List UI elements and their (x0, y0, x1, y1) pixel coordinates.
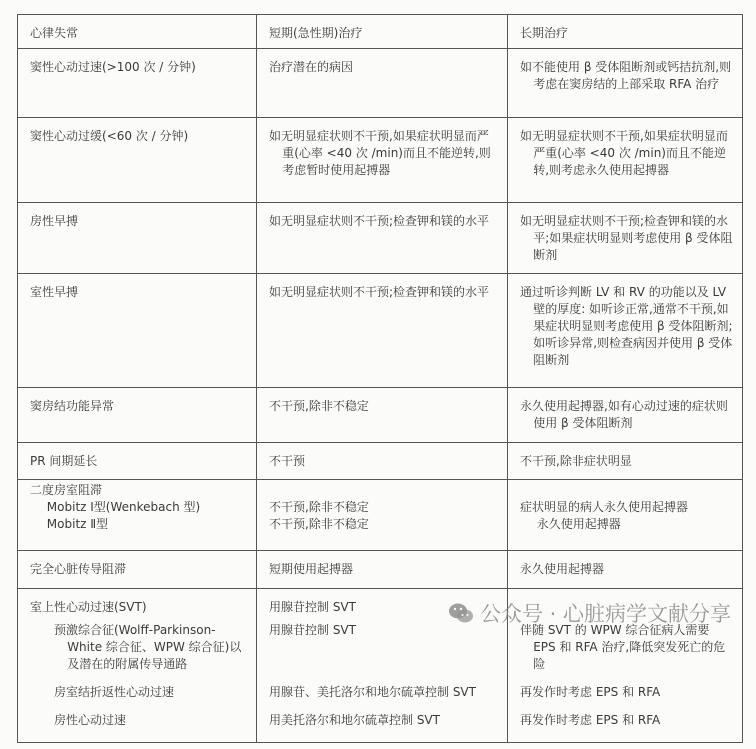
cell-text: 不干预,除非症状明显 (520, 454, 632, 468)
cell-text: 永久使用起搏器 (520, 562, 605, 576)
table-row (18, 589, 743, 620)
cell-text: 房室结折返性心动过速 (54, 684, 175, 699)
cell-text: 不干预,除非不稳定 (269, 500, 369, 514)
cell-text: 永久使用起搏器,如有心动过速的症状则使用 β 受体阻断剂 (520, 399, 728, 430)
table-subrow (18, 710, 743, 743)
cell-text: 完全心脏传导阻滞 (30, 562, 127, 576)
cell-text: 用美托洛尔和地尔硫䓬控制 SVT (269, 712, 440, 727)
cell-text: 用腺苷、美托洛尔和地尔硫䓬控制 SVT (269, 684, 476, 699)
cell-text: 通过听诊判断 LV 和 RV 的功能以及 LV 壁的厚度: 如听诊正常,通常不干预,如果症状明显则考虑使用 β 受体阻断剂;如听诊异常,则检查病因并使用 β 受体阻断剂 (520, 285, 733, 367)
table-subrow (18, 682, 743, 710)
cell-text: 用腺苷控制 SVT (269, 622, 356, 637)
cell-text: 窦性心动过缓(<60 次 / 分钟) (30, 129, 189, 143)
arrhythmia-treatment-table (17, 14, 743, 743)
table-subrow (18, 620, 743, 682)
cell-text: Mobitz Ⅰ型(Wenkebach 型) (46, 500, 201, 514)
cell-text: 窦房结功能异常 (30, 399, 115, 413)
cell-text: 如不能使用 β 受体阻断剂或钙拮抗剂,则考虑在窦房结的上部采取 RFA 治疗 (520, 60, 732, 91)
cell-text: PR 间期延长 (30, 454, 98, 468)
table-row (18, 118, 743, 203)
table-row (18, 388, 743, 443)
cell-text: 症状明显的病人永久使用起搏器 (520, 500, 689, 514)
cell-text: 预激综合征(Wolff-Parkinson-White 综合征、WPW 综合征)以及潜在的附属传导通路 (54, 622, 242, 671)
cell-text: 如无明显症状则不干预;检查钾和镁的水平 (269, 285, 490, 299)
cell-text: 治疗潜在的病因 (269, 60, 354, 74)
table-header-row (18, 15, 743, 49)
cell-text: 室上性心动过速(SVT) (30, 600, 147, 614)
table-row (18, 274, 743, 388)
header-long-term: 长期治疗 (508, 15, 743, 49)
table-row (18, 480, 743, 551)
cell-text: 如无明显症状则不干预;检查钾和镁的水平;如果症状明显则考虑使用 β 受体阻断剂 (520, 214, 733, 262)
cell-text: Mobitz Ⅱ型 (46, 517, 109, 531)
cell-text: 如无明显症状则不干预;检查钾和镁的水平 (269, 214, 490, 228)
cell-text: 不干预,除非不稳定 (269, 517, 369, 531)
cell-text: 二度房室阻滞 (30, 483, 103, 497)
cell-text: 如无明显症状则不干预,如果症状明显而严重(心率 <40 次 /min)而且不能逆转,则考虑永久使用起搏器 (520, 129, 728, 177)
cell-text: 窦性心动过速(>100 次 / 分钟) (30, 60, 196, 74)
cell-text: 不干预,除非不稳定 (269, 399, 369, 413)
header-arrhythmia: 心律失常 (18, 15, 257, 49)
table-row (18, 49, 743, 118)
table-row (18, 443, 743, 480)
cell-text: 短期使用起搏器 (269, 562, 354, 576)
header-short-term: 短期(急性期)治疗 (257, 15, 508, 49)
cell-text: 不干预 (269, 454, 306, 468)
cell-text: 伴随 SVT 的 WPW 综合征病人需要 EPS 和 RFA 治疗,降低突发死亡的危险 (520, 622, 726, 671)
cell-text: 再发作时考虑 EPS 和 RFA (520, 684, 661, 699)
cell-text: 如无明显症状则不干预,如果症状明显而严重(心率 <40 次 /min)而且不能逆转,则考虑暂时使用起搏器 (269, 129, 491, 177)
cell-text: 房性早搏 (30, 214, 79, 228)
watermark-text: 公众号 · 心脏病学文献分享 (480, 602, 732, 626)
cell-text: 室性早搏 (30, 285, 79, 299)
cell-text: 用腺苷控制 SVT (269, 600, 356, 614)
cell-text: 房性心动过速 (54, 712, 127, 727)
cell-text: 永久使用起搏器 (536, 517, 621, 531)
cell-text: 再发作时考虑 EPS 和 RFA (520, 712, 661, 727)
table-row (18, 203, 743, 274)
table-row (18, 551, 743, 589)
